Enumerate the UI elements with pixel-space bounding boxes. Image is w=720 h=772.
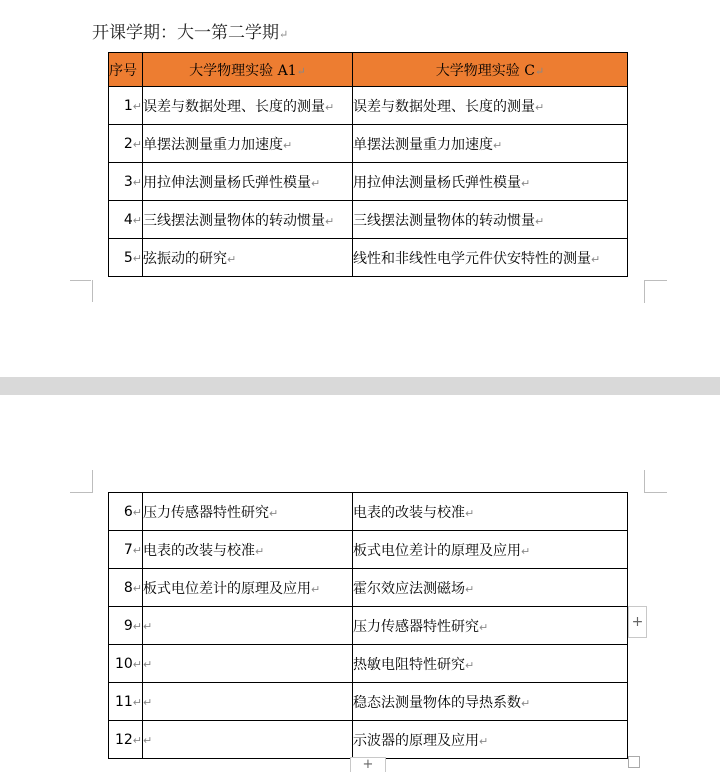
- course-a1-cell[interactable]: [143, 721, 353, 759]
- course-c-cell-text: 线性和非线性电学元件伏安特性的测量: [353, 250, 591, 267]
- paragraph-mark-icon: ↵: [143, 657, 153, 671]
- course-a1-cell[interactable]: [143, 569, 353, 607]
- course-a1-cell[interactable]: [143, 493, 353, 531]
- row-number-cell[interactable]: [109, 163, 143, 201]
- document-page-2: [0, 395, 720, 769]
- course-c-cell[interactable]: [353, 87, 628, 125]
- add-column-button[interactable]: +: [350, 757, 386, 772]
- paragraph-mark-icon: ↵: [132, 581, 142, 595]
- table-row: [109, 163, 628, 201]
- paragraph-mark-icon: ↵: [132, 657, 142, 671]
- paragraph-mark-icon: ↵: [479, 734, 489, 748]
- paragraph-mark-icon: ↵: [132, 733, 142, 747]
- course-c-cell[interactable]: [353, 721, 628, 759]
- course-c-cell-text: 稳态法测量物体的导热系数: [353, 694, 521, 711]
- table-body-part-2: [109, 493, 628, 759]
- paragraph-mark-icon: ↵: [132, 505, 142, 519]
- row-number-cell-text: 5: [123, 249, 133, 266]
- row-number-cell-text: 10: [114, 655, 133, 672]
- paragraph-mark-icon: ↵: [227, 252, 237, 266]
- paragraph-mark-icon: ↵: [296, 64, 306, 78]
- paragraph-mark-icon: ↵: [132, 543, 142, 557]
- table-row: [109, 645, 628, 683]
- course-c-cell-text: 误差与数据处理、长度的测量: [353, 98, 535, 115]
- paragraph-mark-icon: ↵: [132, 251, 142, 265]
- page-corner-mark: [644, 280, 667, 303]
- paragraph-mark-icon: ↵: [132, 99, 142, 113]
- paragraph-mark-icon: ↵: [591, 252, 601, 266]
- row-number-cell-text: 1: [123, 97, 133, 114]
- page-corner-mark: [644, 470, 667, 493]
- header-course-a1[interactable]: [143, 53, 353, 87]
- course-c-cell[interactable]: [353, 493, 628, 531]
- course-a1-cell-text: 误差与数据处理、长度的测量: [143, 98, 325, 115]
- course-c-cell-text: 单摆法测量重力加速度: [353, 136, 493, 153]
- paragraph-mark-icon: ↵: [132, 213, 142, 227]
- paragraph-mark-icon: ↵: [283, 138, 293, 152]
- course-c-cell[interactable]: [353, 569, 628, 607]
- row-number-cell[interactable]: [109, 645, 143, 683]
- course-a1-cell[interactable]: [143, 531, 353, 569]
- paragraph-mark-icon: ↵: [255, 544, 265, 558]
- paragraph-mark-icon: ↵: [479, 620, 489, 634]
- header-course-c[interactable]: [353, 53, 628, 87]
- row-number-cell[interactable]: [109, 239, 143, 277]
- paragraph-mark-icon: ↵: [132, 137, 142, 151]
- course-c-cell-text: 板式电位差计的原理及应用: [353, 542, 521, 559]
- course-a1-cell-text: 用拉伸法测量杨氏弹性模量: [143, 174, 311, 191]
- table-row: [109, 87, 628, 125]
- paragraph-mark-icon: ↵: [325, 100, 335, 114]
- paragraph-mark-icon: ↵: [465, 658, 475, 672]
- course-a1-cell[interactable]: [143, 125, 353, 163]
- paragraph-mark-icon: ↵: [269, 506, 279, 520]
- paragraph-mark-icon: ↵: [465, 582, 475, 596]
- paragraph-mark-icon: ↵: [132, 695, 142, 709]
- paragraph-mark-icon: ↵: [535, 214, 545, 228]
- course-c-cell-text: 用拉伸法测量杨氏弹性模量: [353, 174, 521, 191]
- header-num[interactable]: 序号: [109, 53, 143, 87]
- course-c-cell-text: 电表的改装与校准: [353, 504, 465, 521]
- paragraph-mark-icon: ↵: [143, 695, 153, 709]
- course-c-cell-text: 示波器的原理及应用: [353, 732, 479, 749]
- row-number-cell-text: 6: [123, 503, 133, 520]
- paragraph-mark-icon: ↵: [132, 619, 142, 633]
- row-number-cell-text: 3: [123, 173, 133, 190]
- semester-heading-text: 开课学期：大一第二学期: [92, 23, 279, 43]
- table-row: [109, 569, 628, 607]
- row-number-cell[interactable]: [109, 721, 143, 759]
- row-number-cell-text: 2: [123, 135, 133, 152]
- course-a1-cell[interactable]: [143, 201, 353, 239]
- course-a1-cell-text: 三线摆法测量物体的转动惯量: [143, 212, 325, 229]
- course-a1-cell[interactable]: [143, 163, 353, 201]
- course-c-cell[interactable]: [353, 531, 628, 569]
- course-c-cell[interactable]: [353, 125, 628, 163]
- course-c-cell[interactable]: [353, 163, 628, 201]
- table-row: [109, 493, 628, 531]
- row-number-cell-text: 12: [114, 731, 133, 748]
- course-a1-cell-text: 电表的改装与校准: [143, 542, 255, 559]
- paragraph-mark-icon: ↵: [521, 696, 531, 710]
- page-corner-mark: [70, 280, 91, 303]
- document-page-1: [0, 0, 720, 377]
- paragraph-mark-icon: ↵: [311, 176, 321, 190]
- paragraph-mark-icon: ↵: [465, 506, 475, 520]
- course-c-cell[interactable]: [353, 201, 628, 239]
- paragraph-mark-icon: ↵: [521, 176, 531, 190]
- row-number-cell-text: 11: [114, 693, 133, 710]
- course-a1-cell-text: 压力传感器特性研究: [143, 504, 269, 521]
- course-table-part-1: [108, 52, 628, 277]
- row-number-cell[interactable]: [109, 201, 143, 239]
- table-resize-handle[interactable]: [628, 756, 640, 768]
- row-number-cell[interactable]: [109, 125, 143, 163]
- table-row: [109, 607, 628, 645]
- course-a1-cell-text: 弦振动的研究: [143, 250, 227, 267]
- paragraph-mark-icon: ↵: [521, 544, 531, 558]
- course-c-cell[interactable]: [353, 683, 628, 721]
- course-a1-cell-text: 板式电位差计的原理及应用: [143, 580, 311, 597]
- course-c-cell[interactable]: [353, 645, 628, 683]
- course-a1-cell[interactable]: [143, 87, 353, 125]
- table-body-part-1: [109, 87, 628, 277]
- table-row: [109, 239, 628, 277]
- row-number-cell[interactable]: [109, 531, 143, 569]
- paragraph-mark-icon: ↵: [493, 138, 503, 152]
- paragraph-mark-icon: ↵: [534, 64, 545, 78]
- table-header-row: [109, 53, 628, 87]
- table-row: [109, 125, 628, 163]
- row-number-cell[interactable]: [109, 493, 143, 531]
- course-c-cell-text: 热敏电阻特性研究: [353, 656, 465, 673]
- row-number-cell-text: 8: [123, 579, 133, 596]
- course-a1-cell[interactable]: [143, 683, 353, 721]
- course-a1-cell[interactable]: [143, 239, 353, 277]
- row-number-cell[interactable]: [109, 87, 143, 125]
- paragraph-mark-icon: ↵: [279, 28, 289, 41]
- row-number-cell[interactable]: [109, 683, 143, 721]
- course-c-cell[interactable]: [353, 239, 628, 277]
- course-a1-cell[interactable]: [143, 645, 353, 683]
- page-corner-mark: [70, 470, 93, 493]
- course-c-cell-text: 霍尔效应法测磁场: [353, 580, 465, 597]
- semester-heading: [92, 18, 288, 43]
- row-number-cell[interactable]: [109, 569, 143, 607]
- paragraph-mark-icon: ↵: [311, 582, 321, 596]
- course-c-cell[interactable]: [353, 607, 628, 645]
- course-a1-cell-text: 单摆法测量重力加速度: [143, 136, 283, 153]
- paragraph-mark-icon: ↵: [143, 733, 153, 747]
- add-row-button[interactable]: +: [628, 606, 647, 638]
- course-c-cell-text: 压力传感器特性研究: [353, 618, 479, 635]
- paragraph-mark-icon: ↵: [143, 619, 153, 633]
- paragraph-mark-icon: ↵: [325, 214, 335, 228]
- table-row: [109, 683, 628, 721]
- course-c-cell-text: 三线摆法测量物体的转动惯量: [353, 212, 535, 229]
- row-number-cell-text: 7: [123, 541, 133, 558]
- course-a1-cell[interactable]: [143, 607, 353, 645]
- row-number-cell[interactable]: [109, 607, 143, 645]
- table-row: [109, 201, 628, 239]
- course-table-part-2: [108, 492, 628, 759]
- page-gap: [0, 377, 720, 395]
- header-course-c-text: 大学物理实验 C: [435, 62, 535, 79]
- paragraph-mark-icon: ↵: [535, 100, 545, 114]
- row-number-cell-text: 9: [123, 617, 133, 634]
- table-row: [109, 721, 628, 759]
- header-course-a1-text: 大学物理实验 A1: [189, 62, 297, 79]
- table-row: [109, 531, 628, 569]
- paragraph-mark-icon: ↵: [132, 175, 142, 189]
- row-number-cell-text: 4: [123, 211, 133, 228]
